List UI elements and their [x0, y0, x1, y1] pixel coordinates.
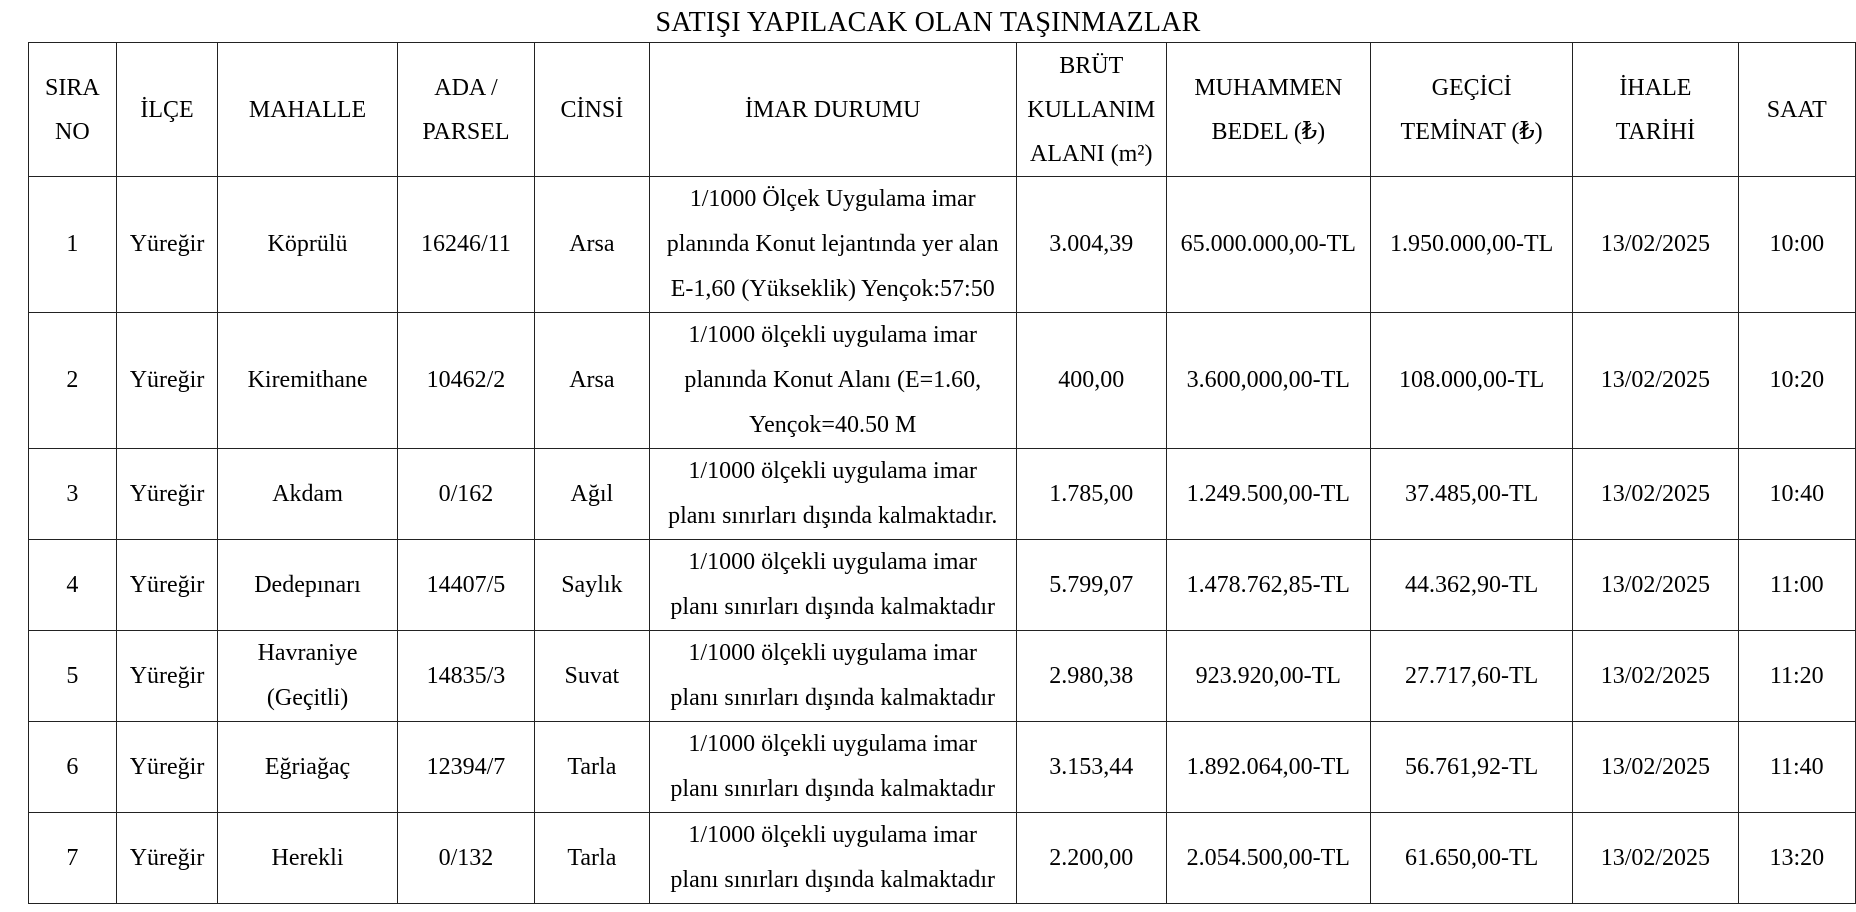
- cell-sira: 7: [29, 813, 117, 904]
- cell-teminat: 44.362,90-TL: [1371, 540, 1573, 631]
- cell-ada-parsel: 12394/7: [397, 722, 534, 813]
- table-row: [29, 722, 1856, 813]
- table-row: [29, 449, 1856, 540]
- cell-imar-durumu: 1/1000 ölçekli uygulama imar planında Konut Alanı (E=1.60, Yençok=40.50 M: [649, 313, 1016, 449]
- cell-sira: 1: [29, 177, 117, 313]
- cell-saat: 11:20: [1738, 631, 1855, 722]
- table-row: [29, 631, 1856, 722]
- cell-alan: 1.785,00: [1016, 449, 1166, 540]
- header-sira-no: SIRA NO: [29, 43, 117, 177]
- cell-imar-durumu: 1/1000 ölçekli uygulama imar planı sınırları dışında kalmaktadır: [649, 813, 1016, 904]
- cell-cinsi: Saylık: [535, 540, 649, 631]
- cell-ilce: Yüreğir: [116, 313, 218, 449]
- header-saat: SAAT: [1738, 43, 1855, 177]
- cell-bedel: 3.600,000,00-TL: [1166, 313, 1370, 449]
- property-table: [28, 42, 1856, 904]
- cell-alan: 3.153,44: [1016, 722, 1166, 813]
- cell-mahalle: Herekli: [218, 813, 397, 904]
- cell-imar-durumu: 1/1000 ölçekli uygulama imar planı sınırları dışında kalmaktadır: [649, 631, 1016, 722]
- cell-tarih: 13/02/2025: [1573, 813, 1738, 904]
- cell-bedel: 65.000.000,00-TL: [1166, 177, 1370, 313]
- cell-tarih: 13/02/2025: [1573, 722, 1738, 813]
- cell-sira: 6: [29, 722, 117, 813]
- header-gecici-teminat: GEÇİCİ TEMİNAT (₺): [1371, 43, 1573, 177]
- cell-saat: 10:40: [1738, 449, 1855, 540]
- header-muhammen-bedel: MUHAMMEN BEDEL (₺): [1166, 43, 1370, 177]
- cell-cinsi: Tarla: [535, 722, 649, 813]
- cell-teminat: 1.950.000,00-TL: [1371, 177, 1573, 313]
- cell-mahalle: Eğriağaç: [218, 722, 397, 813]
- cell-bedel: 2.054.500,00-TL: [1166, 813, 1370, 904]
- table-row: [29, 177, 1856, 313]
- header-ada-parsel: ADA / PARSEL: [397, 43, 534, 177]
- cell-cinsi: Suvat: [535, 631, 649, 722]
- cell-cinsi: Arsa: [535, 177, 649, 313]
- cell-mahalle: Köprülü: [218, 177, 397, 313]
- cell-alan: 2.980,38: [1016, 631, 1166, 722]
- cell-tarih: 13/02/2025: [1573, 449, 1738, 540]
- cell-saat: 10:00: [1738, 177, 1855, 313]
- cell-bedel: 1.892.064,00-TL: [1166, 722, 1370, 813]
- header-ihale-tarihi: İHALE TARİHİ: [1573, 43, 1738, 177]
- cell-cinsi: Ağıl: [535, 449, 649, 540]
- cell-ada-parsel: 0/162: [397, 449, 534, 540]
- cell-ilce: Yüreğir: [116, 449, 218, 540]
- cell-teminat: 56.761,92-TL: [1371, 722, 1573, 813]
- cell-ilce: Yüreğir: [116, 813, 218, 904]
- cell-mahalle: Akdam: [218, 449, 397, 540]
- cell-ilce: Yüreğir: [116, 722, 218, 813]
- cell-bedel: 1.478.762,85-TL: [1166, 540, 1370, 631]
- cell-imar-durumu: 1/1000 Ölçek Uygulama imar planında Konut lejantında yer alan E-1,60 (Yükseklik) Yençok:57:50: [649, 177, 1016, 313]
- header-ilce: İLÇE: [116, 43, 218, 177]
- table-row: [29, 313, 1856, 449]
- cell-bedel: 1.249.500,00-TL: [1166, 449, 1370, 540]
- cell-sira: 4: [29, 540, 117, 631]
- cell-bedel: 923.920,00-TL: [1166, 631, 1370, 722]
- cell-saat: 10:20: [1738, 313, 1855, 449]
- table-row: [29, 540, 1856, 631]
- cell-teminat: 61.650,00-TL: [1371, 813, 1573, 904]
- header-row: [29, 43, 1856, 177]
- cell-teminat: 27.717,60-TL: [1371, 631, 1573, 722]
- cell-sira: 5: [29, 631, 117, 722]
- cell-ilce: Yüreğir: [116, 177, 218, 313]
- cell-ada-parsel: 0/132: [397, 813, 534, 904]
- cell-ada-parsel: 16246/11: [397, 177, 534, 313]
- cell-tarih: 13/02/2025: [1573, 631, 1738, 722]
- cell-ilce: Yüreğir: [116, 631, 218, 722]
- cell-imar-durumu: 1/1000 ölçekli uygulama imar planı sınırları dışında kalmaktadır: [649, 540, 1016, 631]
- cell-alan: 3.004,39: [1016, 177, 1166, 313]
- cell-imar-durumu: 1/1000 ölçekli uygulama imar planı sınırları dışında kalmaktadır: [649, 722, 1016, 813]
- header-cinsi: CİNSİ: [535, 43, 649, 177]
- cell-teminat: 37.485,00-TL: [1371, 449, 1573, 540]
- cell-mahalle: Kiremithane: [218, 313, 397, 449]
- cell-alan: 5.799,07: [1016, 540, 1166, 631]
- cell-mahalle: Havraniye (Geçitli): [218, 631, 397, 722]
- cell-sira: 2: [29, 313, 117, 449]
- cell-ada-parsel: 10462/2: [397, 313, 534, 449]
- cell-tarih: 13/02/2025: [1573, 540, 1738, 631]
- cell-saat: 11:00: [1738, 540, 1855, 631]
- cell-saat: 11:40: [1738, 722, 1855, 813]
- cell-alan: 2.200,00: [1016, 813, 1166, 904]
- cell-mahalle: Dedepınarı: [218, 540, 397, 631]
- header-imar-durumu: İMAR DURUMU: [649, 43, 1016, 177]
- cell-ada-parsel: 14835/3: [397, 631, 534, 722]
- cell-ada-parsel: 14407/5: [397, 540, 534, 631]
- header-mahalle: MAHALLE: [218, 43, 397, 177]
- cell-teminat: 108.000,00-TL: [1371, 313, 1573, 449]
- cell-ilce: Yüreğir: [116, 540, 218, 631]
- cell-imar-durumu: 1/1000 ölçekli uygulama imar planı sınırları dışında kalmaktadır.: [649, 449, 1016, 540]
- table-row: [29, 813, 1856, 904]
- page-title: SATIŞI YAPILACAK OLAN TAŞINMAZLAR: [655, 7, 1201, 38]
- cell-sira: 3: [29, 449, 117, 540]
- cell-tarih: 13/02/2025: [1573, 313, 1738, 449]
- cell-cinsi: Tarla: [535, 813, 649, 904]
- cell-saat: 13:20: [1738, 813, 1855, 904]
- cell-tarih: 13/02/2025: [1573, 177, 1738, 313]
- header-brut-alan: BRÜT KULLANIM ALANI (m²): [1016, 43, 1166, 177]
- cell-cinsi: Arsa: [535, 313, 649, 449]
- cell-alan: 400,00: [1016, 313, 1166, 449]
